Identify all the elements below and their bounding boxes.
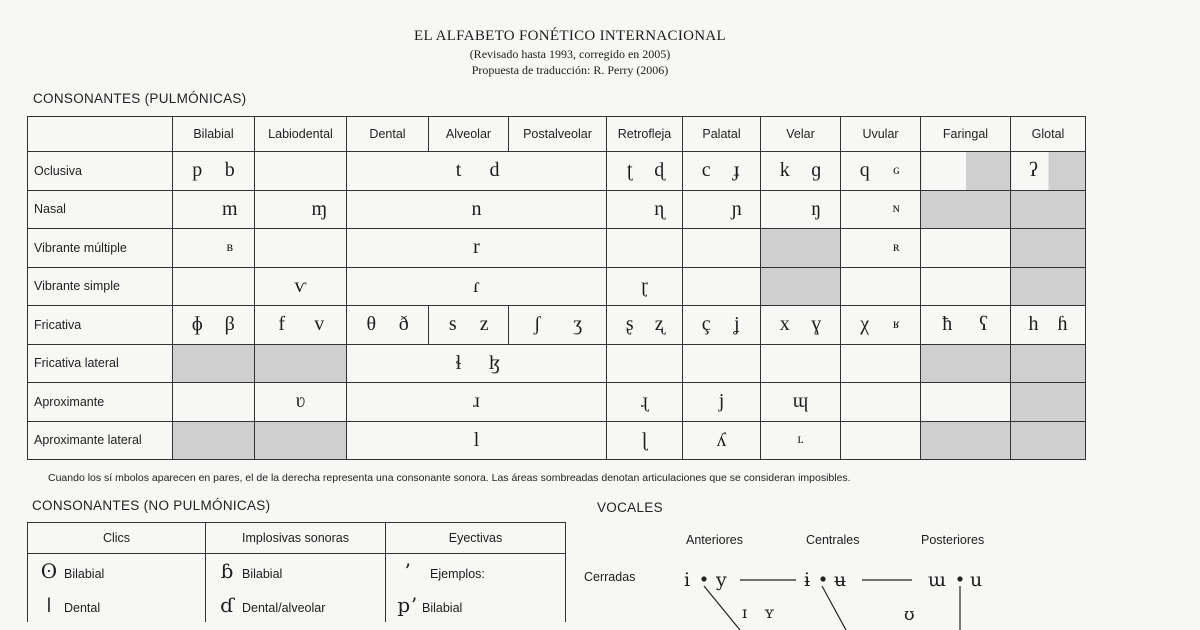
section-title-vowels: VOCALES: [597, 500, 663, 515]
vowel-symbol: i: [684, 569, 691, 591]
ipa-symbol: n: [471, 197, 482, 220]
ipa-symbol: ɹ: [473, 390, 480, 413]
vowel-symbol: ʊ: [904, 605, 915, 625]
ipa-symbol: ʙ: [226, 239, 234, 255]
chart-title: EL ALFABETO FONÉTICO INTERNACIONAL: [414, 28, 726, 44]
header-ejectives: Eyectivas: [386, 523, 566, 554]
ipa-symbol: ʈ: [626, 159, 633, 182]
pulmonic-footnote: Cuando los sí mbolos aparecen en pares, el de la derecha representa una consonante sonora. Las áreas sombreadas denotan articulaciones que se consideran imposibles.: [48, 472, 851, 484]
ipa-symbol: k: [779, 159, 790, 182]
chart-subtitle-revision: (Revisado hasta 1993, corregido en 2005): [469, 47, 671, 61]
vowel-label-central: Centrales: [806, 533, 860, 547]
ipa-symbol: ɡ: [811, 159, 822, 182]
ipa-symbol: ɭ: [641, 428, 648, 451]
ipa-symbol: c: [701, 159, 711, 182]
header-implosives: Implosivas sonoras: [206, 523, 386, 554]
ipa-symbol: ɱ: [311, 197, 328, 220]
vowel-symbol: ʉ: [834, 569, 847, 591]
row-label-tap: Vibrante simple: [28, 267, 173, 306]
column-header-retroflex: Retrofleja: [607, 117, 683, 152]
ipa-symbol: ç: [701, 313, 711, 336]
click-label: Dental: [64, 601, 101, 615]
ipa-symbol: ð: [398, 313, 409, 336]
ipa-symbol: ʁ: [892, 316, 900, 332]
ejective-label: Ejemplos:: [430, 567, 485, 581]
vowel-symbol: ʏ: [764, 603, 775, 622]
column-header-dental: Dental: [347, 117, 429, 152]
ipa-symbol: ɾ: [473, 274, 480, 297]
row-label-approximant: Aproximante: [28, 383, 173, 422]
ipa-symbol: h: [1028, 313, 1039, 336]
ipa-symbol: ɦ: [1057, 313, 1068, 336]
ipa-symbol: ʂ: [625, 313, 634, 336]
column-header-alveolar: Alveolar: [429, 117, 509, 152]
ipa-symbol: ʼ: [403, 559, 411, 583]
ipa-symbol: ɢ: [893, 162, 900, 178]
ipa-symbol: q: [859, 159, 870, 182]
column-header-uvular: Uvular: [841, 117, 921, 152]
vowel-label-back: Posteriores: [921, 533, 985, 547]
row-label-nasal: Nasal: [28, 190, 173, 229]
ipa-symbol: ɮ: [488, 351, 501, 374]
ipa-symbol: ʟ: [797, 432, 804, 448]
ipa-symbol: ɸ: [191, 313, 203, 336]
column-header-bilabial: Bilabial: [173, 117, 255, 152]
column-header-glottal: Glotal: [1011, 117, 1086, 152]
vowel-symbol: u: [970, 569, 983, 591]
vowel-symbol: ɯ: [928, 569, 947, 591]
ipa-symbol: ɲ: [731, 197, 742, 220]
ipa-symbol: ʔ: [1029, 159, 1038, 182]
column-header-labiodental: Labiodental: [255, 117, 347, 152]
ipa-symbol: ŋ: [811, 197, 822, 220]
row-label-trill: Vibrante múltiple: [28, 229, 173, 268]
ipa-symbol: m: [221, 197, 238, 220]
ipa-symbol: ħ: [942, 313, 953, 336]
ipa-symbol: ʒ: [573, 313, 583, 336]
column-header-palatal: Palatal: [683, 117, 761, 152]
implosive-label: Dental/alveolar: [242, 601, 326, 615]
vowel-symbol: ɨ: [804, 569, 811, 591]
ipa-symbol: j: [718, 390, 725, 413]
ipa-symbol: ɽ: [641, 274, 648, 297]
ejective-label: Bilabial: [422, 601, 463, 615]
ipa-symbol: r: [473, 236, 480, 259]
vowel-label-closed: Cerradas: [584, 570, 636, 584]
row-label-lateral-approximant: Aproximante lateral: [28, 421, 173, 460]
ipa-symbol: d: [489, 159, 500, 182]
ipa-symbol: ɻ: [641, 390, 648, 413]
section-title-nonpulmonic: CONSONANTES (NO PULMÓNICAS): [32, 498, 271, 513]
ipa-symbol: ǀ: [46, 593, 52, 617]
column-header-pharyngeal: Faringal: [921, 117, 1011, 152]
ipa-symbol: x: [779, 313, 790, 336]
vowel-dot: [957, 576, 962, 581]
ipa-symbol: pʼ: [397, 593, 417, 617]
vowel-line-front-diag: [704, 586, 740, 630]
chart-subtitle-translation: Propuesta de traducción: R. Perry (2006): [471, 63, 669, 77]
ipa-symbol: ʃ: [533, 313, 541, 336]
row-label-plosive: Oclusiva: [28, 152, 173, 191]
ipa-symbol: ɟ: [733, 159, 741, 182]
ipa-symbol: θ: [366, 313, 377, 336]
ipa-symbol: p: [192, 159, 203, 182]
ipa-symbol: χ: [860, 313, 870, 336]
ipa-symbol: s: [448, 313, 457, 336]
ipa-symbol: ʎ: [716, 428, 727, 451]
ipa-symbol: ɖ: [654, 159, 665, 182]
ipa-symbol: ɰ: [792, 390, 809, 413]
implosive-label: Bilabial: [242, 567, 283, 581]
ipa-symbol: ɗ: [220, 593, 234, 617]
ipa-symbol: l: [473, 428, 480, 451]
ipa-symbol: ʐ: [654, 313, 664, 336]
column-header-postalveolar: Postalveolar: [509, 117, 607, 152]
vowel-dot: [701, 576, 706, 581]
row-label-lateral-fricative: Fricativa lateral: [28, 344, 173, 383]
header-clicks: Clics: [28, 523, 206, 554]
ipa-symbol: ɳ: [654, 197, 665, 220]
ipa-symbol: ʘ: [40, 559, 58, 583]
ipa-symbol: b: [224, 159, 235, 182]
ipa-symbol: v: [314, 313, 325, 336]
vowel-line-central-diag: [822, 586, 846, 630]
ipa-symbol: β: [224, 313, 235, 336]
ipa-symbol: z: [479, 313, 489, 336]
ipa-symbol: ʕ: [979, 313, 989, 336]
ipa-symbol: ɴ: [892, 201, 900, 217]
ipa-symbol: ʋ: [295, 390, 306, 413]
row-label-fricative: Fricativa: [28, 306, 173, 345]
ipa-symbol: ⱱ: [294, 274, 307, 297]
click-label: Bilabial: [64, 567, 105, 581]
ipa-symbol: f: [278, 313, 286, 336]
ipa-symbol: ʀ: [892, 239, 900, 255]
ipa-symbol: ɣ: [811, 313, 822, 336]
vowel-symbol: y: [716, 569, 727, 591]
vowel-symbol: ɪ: [742, 603, 748, 622]
vowel-dot: [820, 576, 825, 581]
section-title-pulmonic: CONSONANTES (PULMÓNICAS): [33, 91, 247, 106]
ipa-symbol: ʝ: [733, 313, 740, 336]
ipa-symbol: ɬ: [455, 351, 462, 374]
vowel-label-front: Anteriores: [686, 533, 743, 547]
ipa-symbol: ɓ: [220, 559, 234, 583]
column-header-velar: Velar: [761, 117, 841, 152]
ipa-symbol: t: [455, 159, 462, 182]
